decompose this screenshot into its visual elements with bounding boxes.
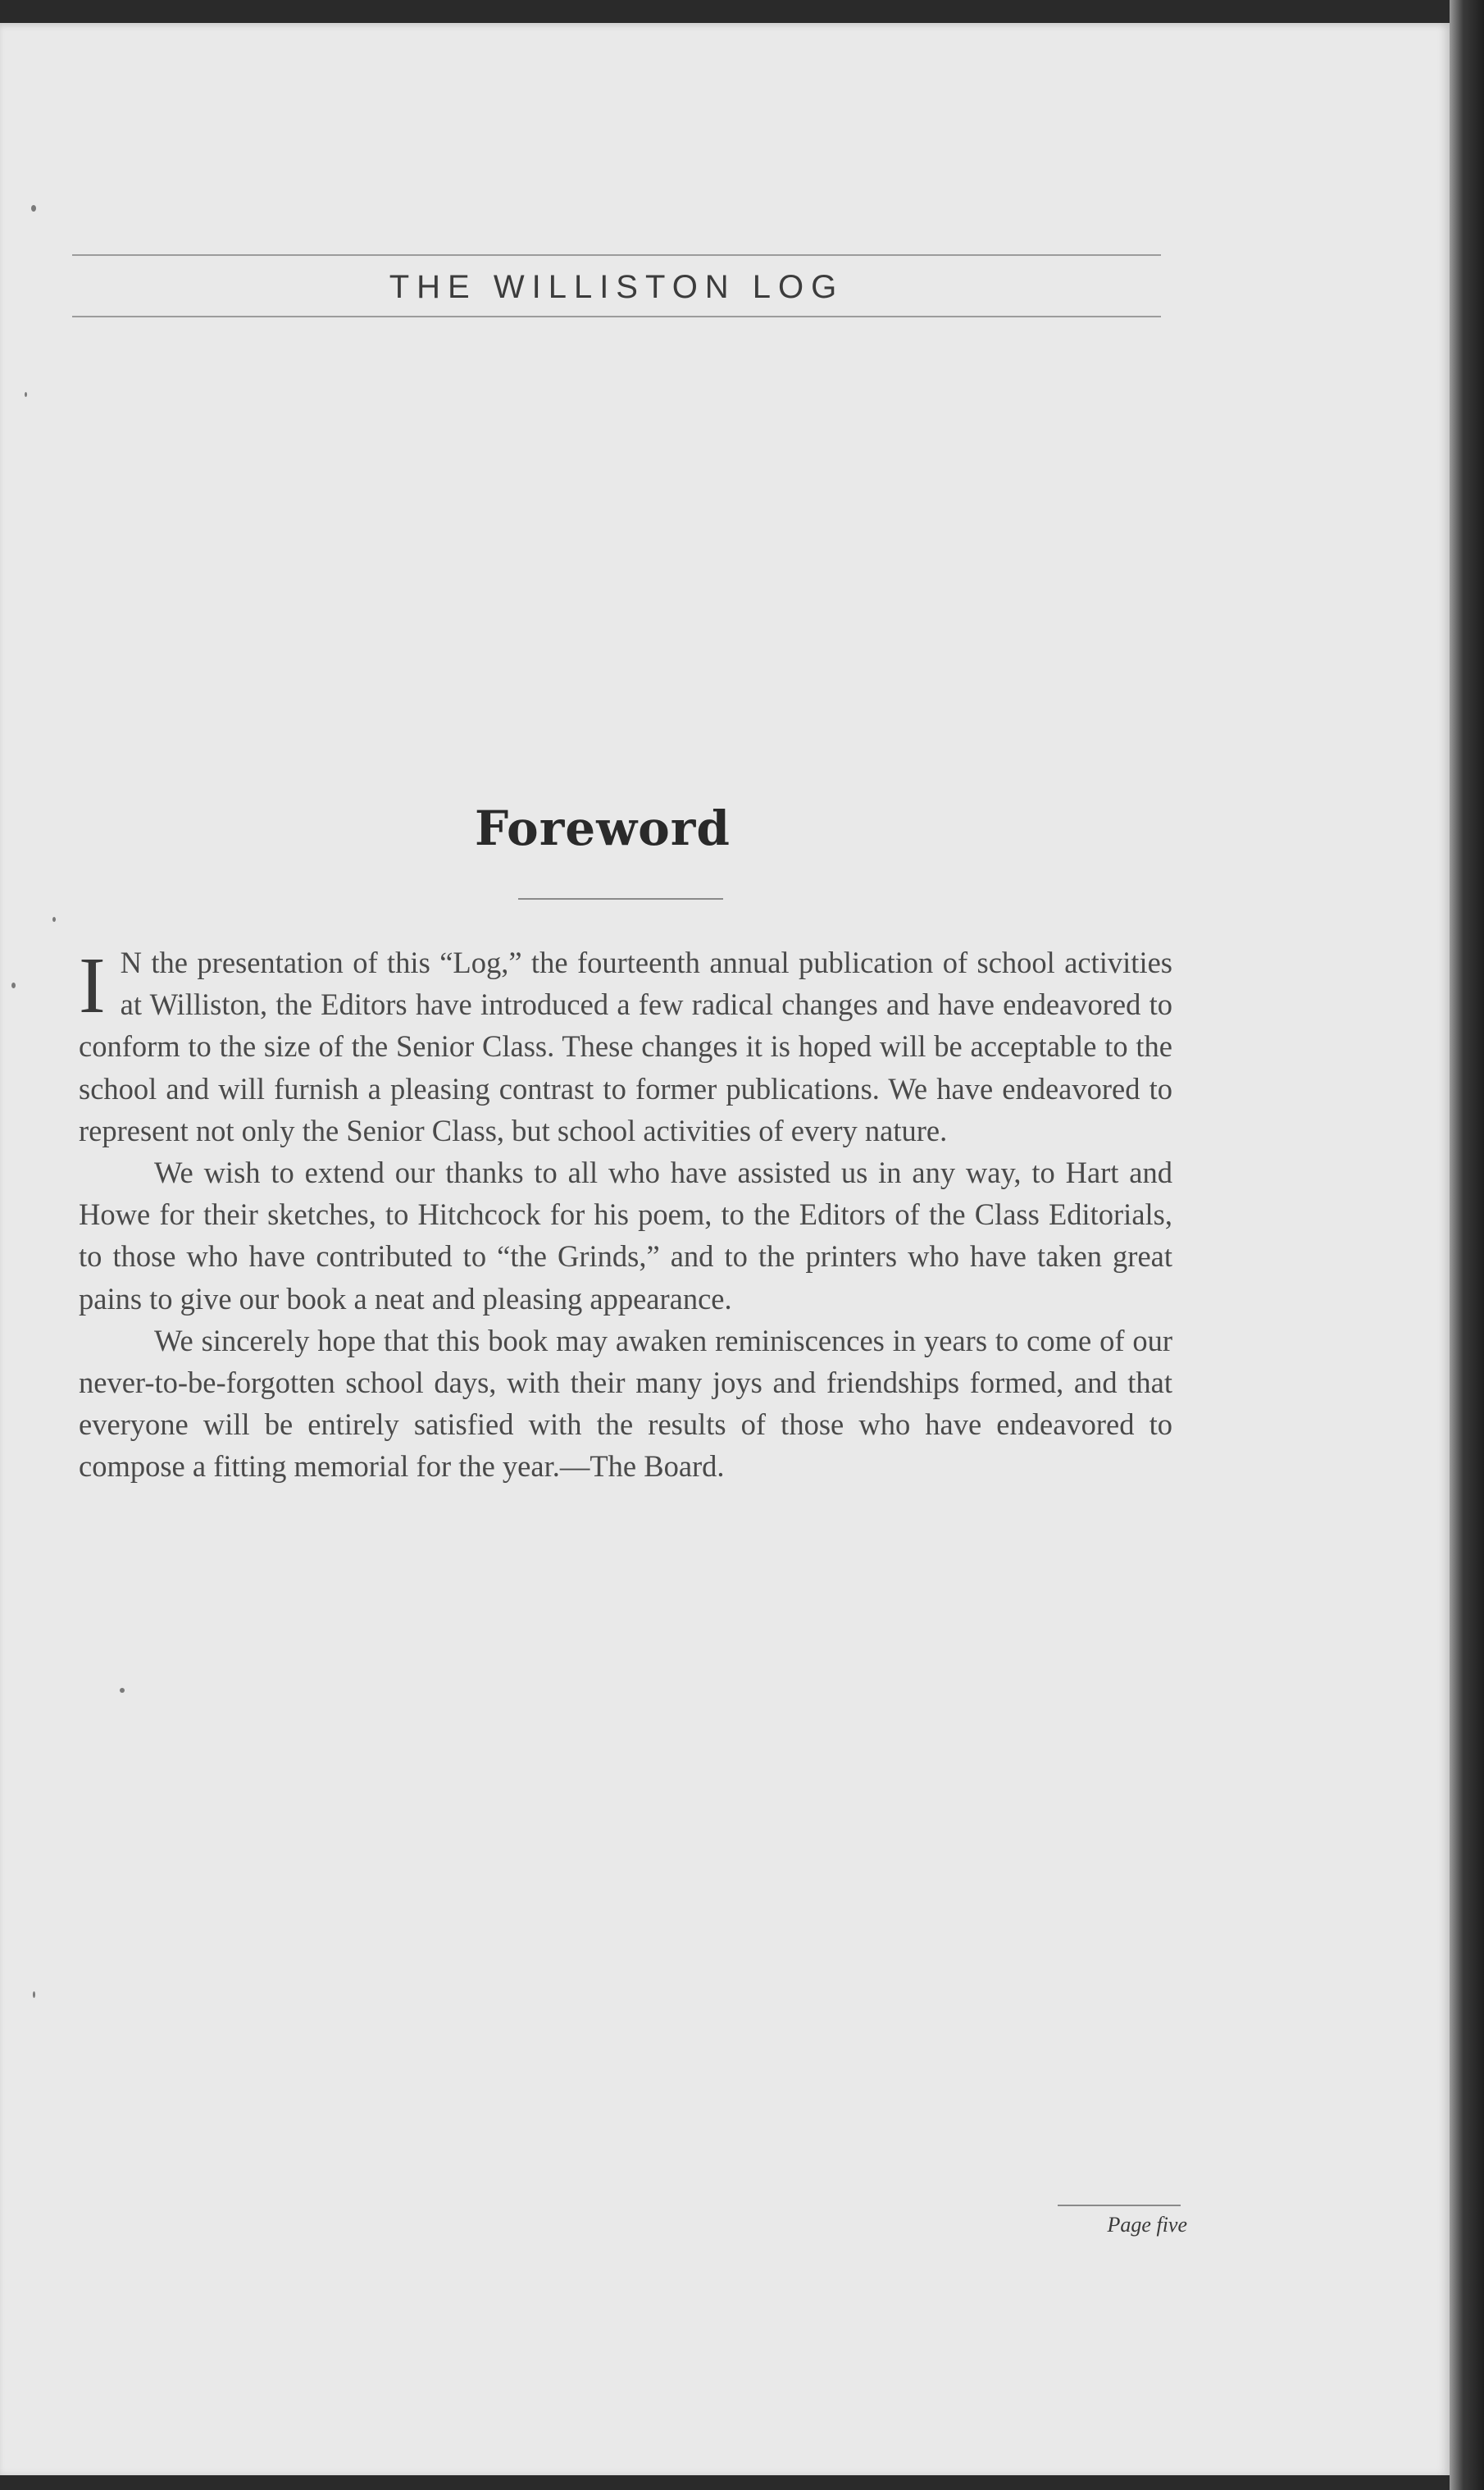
paper-speck [52, 917, 56, 922]
paragraph-1-text: N the presentation of this “Log,” the fourteenth annual publication of school activities at Williston, the Editors have introduced a few radical changes and have endeavored to conform to the size of the Senior Class. These changes it is hoped will be acceptable to the school and will furnish a pleasing contrast to former publications. We have endeavored to represent not only the Senior Class, but school activities of every nature. [79, 946, 1172, 1147]
title-underline [518, 898, 723, 900]
book-page [0, 23, 1450, 2475]
paragraph-1 [79, 942, 1172, 1152]
page-edge-shadow [1450, 0, 1484, 2490]
paper-speck [31, 205, 36, 212]
drop-cap: I [79, 942, 106, 1030]
paragraph-2: We wish to extend our thanks to all who have assisted us in any way, to Hart and Howe for their sketches, to Hitchcock for his poem, to the Editors of the Class Editorials, to those who have contributed to “the Grinds,” and to the printers who have taken great pains to give our book a neat and pleasing appearance. [79, 1156, 1172, 1316]
paper-speck [33, 1991, 35, 1998]
header-bottom-rule [72, 316, 1161, 317]
header-top-rule [72, 254, 1161, 256]
foreword-body [79, 942, 1172, 1488]
running-header: THE WILLISTON LOG [389, 269, 844, 305]
paper-speck [120, 1688, 125, 1693]
paragraph-3: We sincerely hope that this book may awaken reminiscences in years to come of our never-to-be-forgotten school days, with their many joys and friendships formed, and that everyone will be entirely satisfied with the results of those who have endeavored to compose a fitting memorial for the year.—The Board. [79, 1323, 1172, 1484]
paper-speck [25, 392, 27, 397]
footer-rule [1058, 2205, 1181, 2206]
section-title: Foreword [475, 800, 731, 856]
page-number: Page five [1107, 2213, 1187, 2237]
paper-speck [11, 983, 16, 988]
